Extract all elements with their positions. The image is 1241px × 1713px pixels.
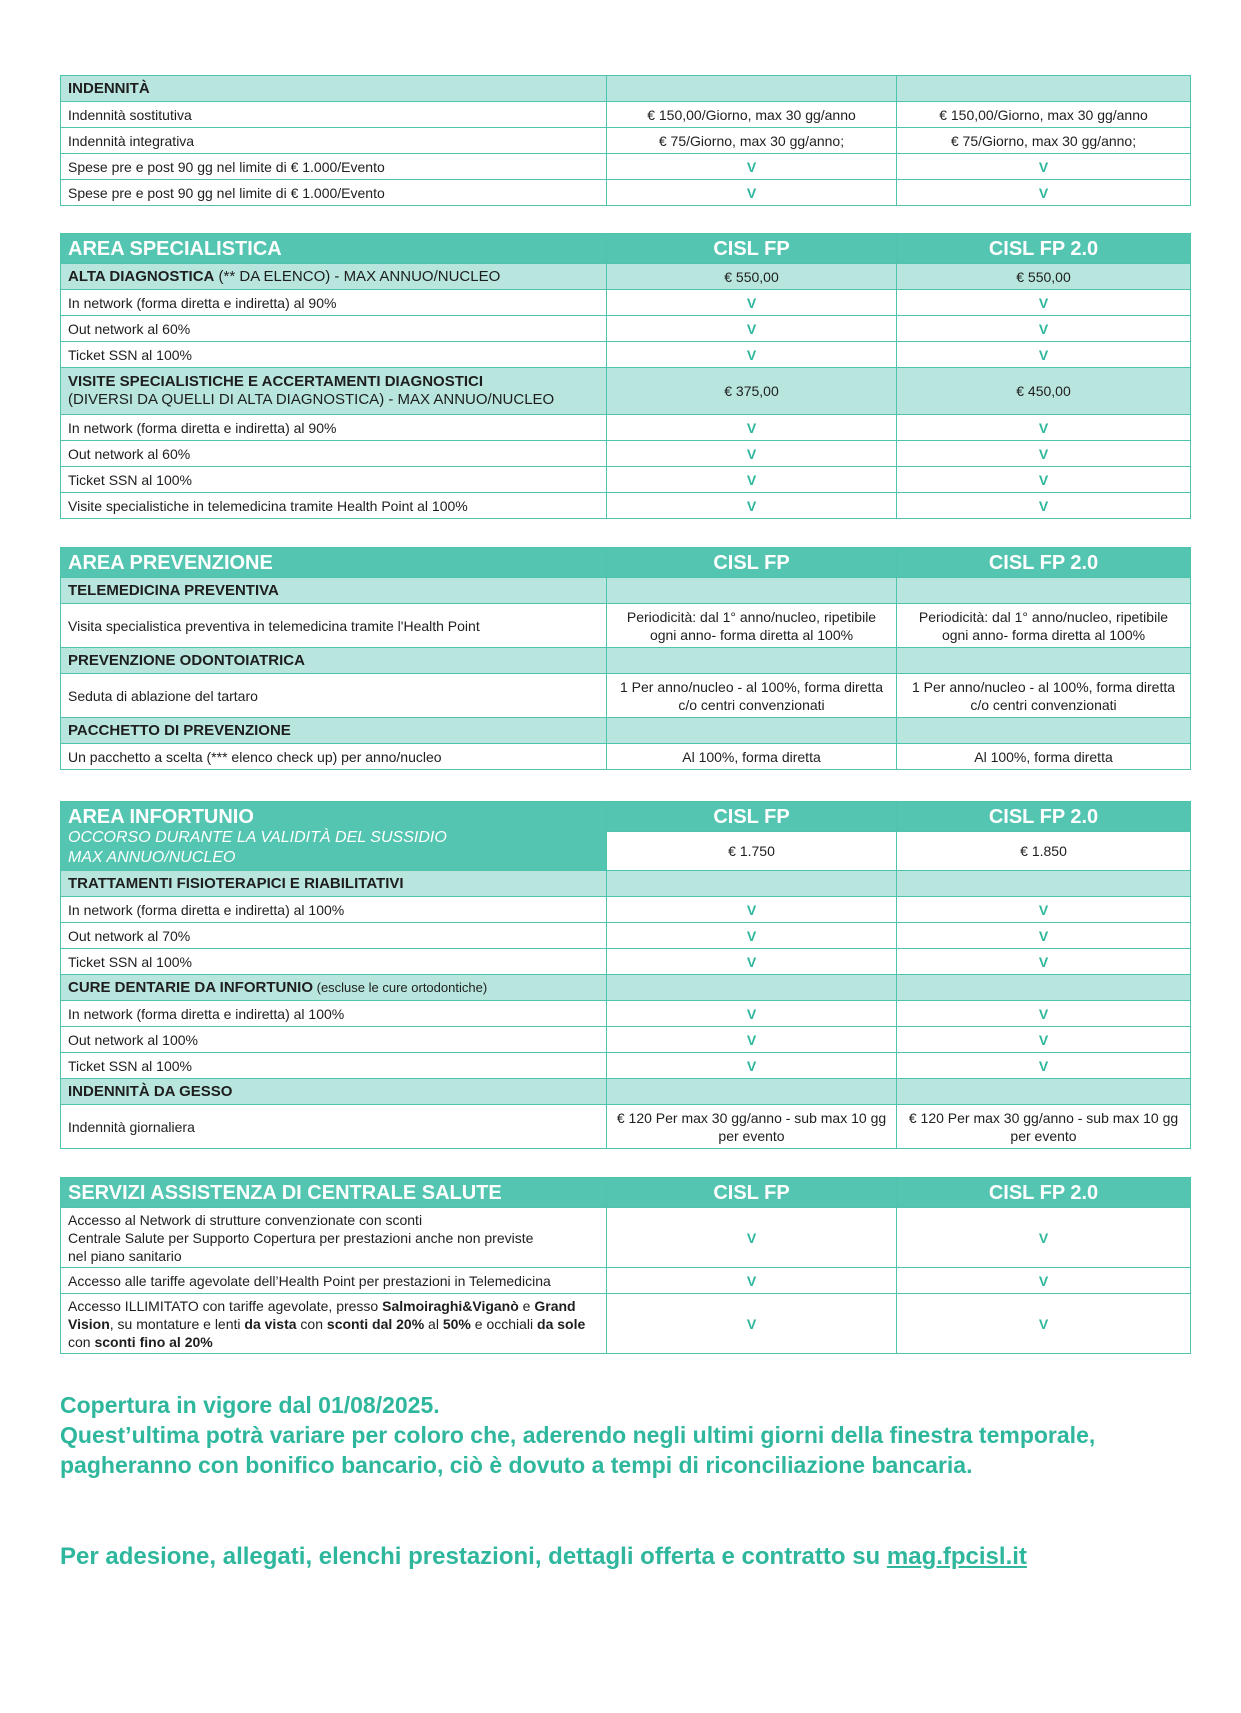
empty-cell: [897, 718, 1191, 744]
prevenzione-table: [60, 547, 1191, 770]
table-row: [61, 923, 1191, 949]
cisl-fp-2-value: € 75/Giorno, max 30 gg/anno;: [897, 128, 1191, 154]
empty-cell: [607, 718, 897, 744]
check-mark: V: [897, 493, 1191, 519]
section-row: [61, 718, 1191, 744]
empty-cell: [897, 975, 1191, 1001]
check-mark: V: [897, 1001, 1191, 1027]
col-header-cisl-fp: CISL FP: [607, 234, 897, 264]
check-mark: V: [607, 1294, 897, 1354]
text-part: Accesso ILLIMITATO con tariffe agevolate, presso: [68, 1297, 383, 1314]
section-row: [61, 975, 1191, 1001]
row-label: In network (forma diretta e indiretta) al 100%: [61, 897, 607, 923]
alta-diagnostica-label: [61, 264, 607, 290]
empty-cell: [897, 871, 1191, 897]
text-part: , su montature e lenti: [109, 1315, 245, 1332]
empty-cell: [607, 648, 897, 674]
cisl-fp-value: 1 Per anno/nucleo - al 100%, forma diretta c/o centri convenzionati: [607, 674, 897, 718]
row-label: Ticket SSN al 100%: [61, 342, 607, 368]
row-label: Out network al 60%: [61, 441, 607, 467]
empty-cell: [897, 648, 1191, 674]
servizi-title: SERVIZI ASSISTENZA DI CENTRALE SALUTE: [61, 1178, 607, 1208]
servizi-header-row: [61, 1178, 1191, 1208]
cisl-fp-value: € 550,00: [607, 264, 897, 290]
check-mark: V: [607, 290, 897, 316]
infortunio-subtitle-1: OCCORSO DURANTE LA VALIDITÀ DEL SUSSIDIO: [68, 829, 447, 846]
cisl-fp-2-value: 1 Per anno/nucleo - al 100%, forma diretta c/o centri convenzionati: [897, 674, 1191, 718]
check-mark: V: [897, 441, 1191, 467]
row-label: Indennità integrativa: [61, 128, 607, 154]
table-row: [61, 1294, 1191, 1354]
infortunio-title-cell: [61, 802, 607, 871]
text-part: e occhiali: [470, 1315, 538, 1332]
table-row: [61, 493, 1191, 519]
indennita-title: INDENNITÀ: [61, 76, 607, 102]
cisl-fp-value: € 120 Per max 30 gg/anno - sub max 10 gg per evento: [607, 1105, 897, 1149]
check-mark: V: [897, 316, 1191, 342]
row-label: In network (forma diretta e indiretta) al 90%: [61, 290, 607, 316]
empty-cell: [607, 871, 897, 897]
bold-part: da vista: [244, 1315, 297, 1332]
visite-line-2: (DIVERSI DA QUELLI DI ALTA DIAGNOSTICA) - MAX ANNUO/NUCLEO: [68, 391, 555, 408]
check-mark: V: [897, 180, 1191, 206]
check-mark: V: [607, 1001, 897, 1027]
row-label: Ticket SSN al 100%: [61, 949, 607, 975]
table-row: [61, 949, 1191, 975]
row-line: nel piano sanitario: [68, 1247, 182, 1264]
table-row: [61, 1268, 1191, 1294]
row-label: Spese pre e post 90 gg nel limite di € 1.000/Evento: [61, 180, 607, 206]
cisl-fp-2-value: Periodicità: dal 1° anno/nucleo, ripetibile ogni anno- forma diretta al 100%: [897, 604, 1191, 648]
row-label: Spese pre e post 90 gg nel limite di € 1.000/Evento: [61, 154, 607, 180]
row-label: Ticket SSN al 100%: [61, 467, 607, 493]
check-mark: V: [897, 342, 1191, 368]
row-label: Out network al 100%: [61, 1027, 607, 1053]
row-label: [61, 1208, 607, 1268]
telemedicina-title: TELEMEDICINA PREVENTIVA: [61, 578, 607, 604]
cisl-fp-2-value: € 450,00: [897, 368, 1191, 415]
empty-cell: [607, 578, 897, 604]
section-row: [61, 871, 1191, 897]
row-label: Indennità giornaliera: [61, 1105, 607, 1149]
row-label: In network (forma diretta e indiretta) al 100%: [61, 1001, 607, 1027]
row-label: [61, 1294, 607, 1354]
specialistica-table: [60, 233, 1191, 519]
odonto-title: PREVENZIONE ODONTOIATRICA: [61, 648, 607, 674]
indennita-table: [60, 75, 1191, 206]
empty-cell: [607, 975, 897, 1001]
check-mark: V: [607, 154, 897, 180]
bold-part: Grand Vision: [68, 1297, 576, 1332]
table-row: [61, 342, 1191, 368]
check-mark: V: [897, 1294, 1191, 1354]
check-mark: V: [607, 180, 897, 206]
table-row: [61, 897, 1191, 923]
empty-cell: [897, 578, 1191, 604]
check-mark: V: [897, 154, 1191, 180]
row-label: Indennità sostitutiva: [61, 102, 607, 128]
check-mark: V: [607, 1053, 897, 1079]
servizi-table: [60, 1177, 1191, 1354]
cisl-fp-2-value: Al 100%, forma diretta: [897, 744, 1191, 770]
cisl-fp-2-value: € 1.850: [897, 832, 1191, 871]
table-row: [61, 1053, 1191, 1079]
table-row: [61, 154, 1191, 180]
section-row: [61, 1079, 1191, 1105]
check-mark: V: [607, 316, 897, 342]
check-mark: V: [897, 1208, 1191, 1268]
prevenzione-title: AREA PREVENZIONE: [61, 548, 607, 578]
bold-part: Salmoiraghi&Viganò: [382, 1297, 519, 1314]
specialistica-header-row: [61, 234, 1191, 264]
row-label: Ticket SSN al 100%: [61, 1053, 607, 1079]
check-mark: V: [897, 1268, 1191, 1294]
row-label: Out network al 60%: [61, 316, 607, 342]
col-header-cisl-fp-2: CISL FP 2.0: [897, 548, 1191, 578]
visite-line-1: VISITE SPECIALISTICHE E ACCERTAMENTI DIAGNOSTICI: [68, 373, 484, 390]
row-line: Centrale Salute per Supporto Copertura per prestazioni anche non previste: [68, 1229, 534, 1246]
coverage-note: [60, 1390, 1190, 1480]
table-row: [61, 441, 1191, 467]
check-mark: V: [607, 493, 897, 519]
check-mark: V: [897, 1053, 1191, 1079]
section-row: [61, 648, 1191, 674]
row-line: Accesso al Network di strutture convenzionate con sconti: [68, 1211, 423, 1228]
infortunio-subtitle-2: MAX ANNUO/NUCLEO: [68, 849, 236, 866]
dentarie-rest: (escluse le cure ortodontiche): [313, 979, 488, 995]
table-row: [61, 102, 1191, 128]
table-row: [61, 604, 1191, 648]
check-mark: V: [607, 897, 897, 923]
dentarie-bold: CURE DENTARIE DA INFORTUNIO: [68, 978, 313, 996]
check-mark: V: [897, 415, 1191, 441]
text-part: con: [68, 1333, 95, 1350]
cta-text: Per adesione, allegati, elenchi prestazioni, dettagli offerta e contratto su: [60, 1543, 887, 1570]
empty-cell: [897, 1079, 1191, 1105]
coverage-disclaimer: Quest’ultima potrà variare per coloro che, aderendo negli ultimi giorni della finestra temporale, pagheranno con bonifico bancario, ciò è dovuto a tempi di riconciliazione bancaria.: [60, 1422, 1096, 1478]
col-header-cisl-fp-2: CISL FP 2.0: [897, 234, 1191, 264]
table-row: [61, 467, 1191, 493]
col-header-cisl-fp-2: CISL FP 2.0: [897, 1178, 1191, 1208]
cisl-fp-value: Al 100%, forma diretta: [607, 744, 897, 770]
table-row: [61, 1027, 1191, 1053]
visite-specialistiche-row: [61, 368, 1191, 415]
check-mark: V: [897, 290, 1191, 316]
cta-line: [60, 1542, 1190, 1572]
dentarie-title: [61, 975, 607, 1001]
col-header-cisl-fp: CISL FP: [607, 548, 897, 578]
check-mark: V: [897, 1027, 1191, 1053]
check-mark: V: [897, 923, 1191, 949]
alta-diagnostica-rest: (** DA ELENCO) - MAX ANNUO/NUCLEO: [214, 267, 501, 285]
table-row: [61, 1105, 1191, 1149]
check-mark: V: [607, 1268, 897, 1294]
text-part: e: [518, 1297, 535, 1314]
alta-diagnostica-row: [61, 264, 1191, 290]
bold-part: sconti dal 20%: [326, 1315, 425, 1332]
indennita-header-empty-a: [607, 76, 897, 102]
bold-part: 50%: [442, 1315, 471, 1332]
text-part: con: [296, 1315, 327, 1332]
table-row: [61, 1001, 1191, 1027]
alta-diagnostica-bold: ALTA DIAGNOSTICA: [68, 267, 215, 285]
check-mark: V: [607, 342, 897, 368]
text-part: al: [424, 1315, 443, 1332]
cisl-fp-value: € 150,00/Giorno, max 30 gg/anno: [607, 102, 897, 128]
table-row: [61, 180, 1191, 206]
table-row: [61, 316, 1191, 342]
prevenzione-header-row: [61, 548, 1191, 578]
website-link[interactable]: mag.fpcisl.it: [886, 1543, 1027, 1570]
empty-cell: [607, 1079, 897, 1105]
infortunio-header-row: [61, 802, 1191, 832]
bold-part: da sole: [537, 1315, 586, 1332]
row-label: In network (forma diretta e indiretta) al 90%: [61, 415, 607, 441]
cisl-fp-2-value: € 120 Per max 30 gg/anno - sub max 10 gg per evento: [897, 1105, 1191, 1149]
check-mark: V: [897, 467, 1191, 493]
cisl-fp-value: € 1.750: [607, 832, 897, 871]
bold-part: sconti fino al 20%: [94, 1333, 213, 1350]
specialistica-title: AREA SPECIALISTICA: [61, 234, 607, 264]
cisl-fp-value: € 375,00: [607, 368, 897, 415]
cisl-fp-2-value: € 150,00/Giorno, max 30 gg/anno: [897, 102, 1191, 128]
cisl-fp-value: Periodicità: dal 1° anno/nucleo, ripetibile ogni anno- forma diretta al 100%: [607, 604, 897, 648]
col-header-cisl-fp-2: CISL FP 2.0: [897, 802, 1191, 832]
table-row: [61, 674, 1191, 718]
check-mark: V: [607, 1027, 897, 1053]
check-mark: V: [607, 949, 897, 975]
row-label: Seduta di ablazione del tartaro: [61, 674, 607, 718]
indennita-header-row: [61, 76, 1191, 102]
table-row: [61, 1208, 1191, 1268]
col-header-cisl-fp: CISL FP: [607, 802, 897, 832]
check-mark: V: [607, 415, 897, 441]
visite-specialistiche-label: [61, 368, 607, 415]
table-row: [61, 128, 1191, 154]
pacchetto-title: PACCHETTO DI PREVENZIONE: [61, 718, 607, 744]
row-label: Visita specialistica preventiva in telemedicina tramite l'Health Point: [61, 604, 607, 648]
check-mark: V: [897, 949, 1191, 975]
table-row: [61, 290, 1191, 316]
gesso-title: INDENNITÀ DA GESSO: [61, 1079, 607, 1105]
check-mark: V: [607, 923, 897, 949]
check-mark: V: [607, 1208, 897, 1268]
row-label: Accesso alle tariffe agevolate dell’Health Point per prestazioni in Telemedicina: [61, 1268, 607, 1294]
table-row: [61, 415, 1191, 441]
section-row: [61, 578, 1191, 604]
infortunio-title: AREA INFORTUNIO: [68, 806, 254, 828]
cisl-fp-value: € 75/Giorno, max 30 gg/anno;: [607, 128, 897, 154]
cisl-fp-2-value: € 550,00: [897, 264, 1191, 290]
col-header-cisl-fp: CISL FP: [607, 1178, 897, 1208]
row-label: Un pacchetto a scelta (*** elenco check up) per anno/nucleo: [61, 744, 607, 770]
check-mark: V: [897, 897, 1191, 923]
fisio-title: TRATTAMENTI FISIOTERAPICI E RIABILITATIVI: [61, 871, 607, 897]
row-label: Out network al 70%: [61, 923, 607, 949]
indennita-header-empty-b: [897, 76, 1191, 102]
coverage-date: Copertura in vigore dal 01/08/2025.: [60, 1392, 440, 1418]
check-mark: V: [607, 441, 897, 467]
check-mark: V: [607, 467, 897, 493]
infortunio-table: [60, 801, 1191, 1149]
table-row: [61, 744, 1191, 770]
row-label: Visite specialistiche in telemedicina tramite Health Point al 100%: [61, 493, 607, 519]
